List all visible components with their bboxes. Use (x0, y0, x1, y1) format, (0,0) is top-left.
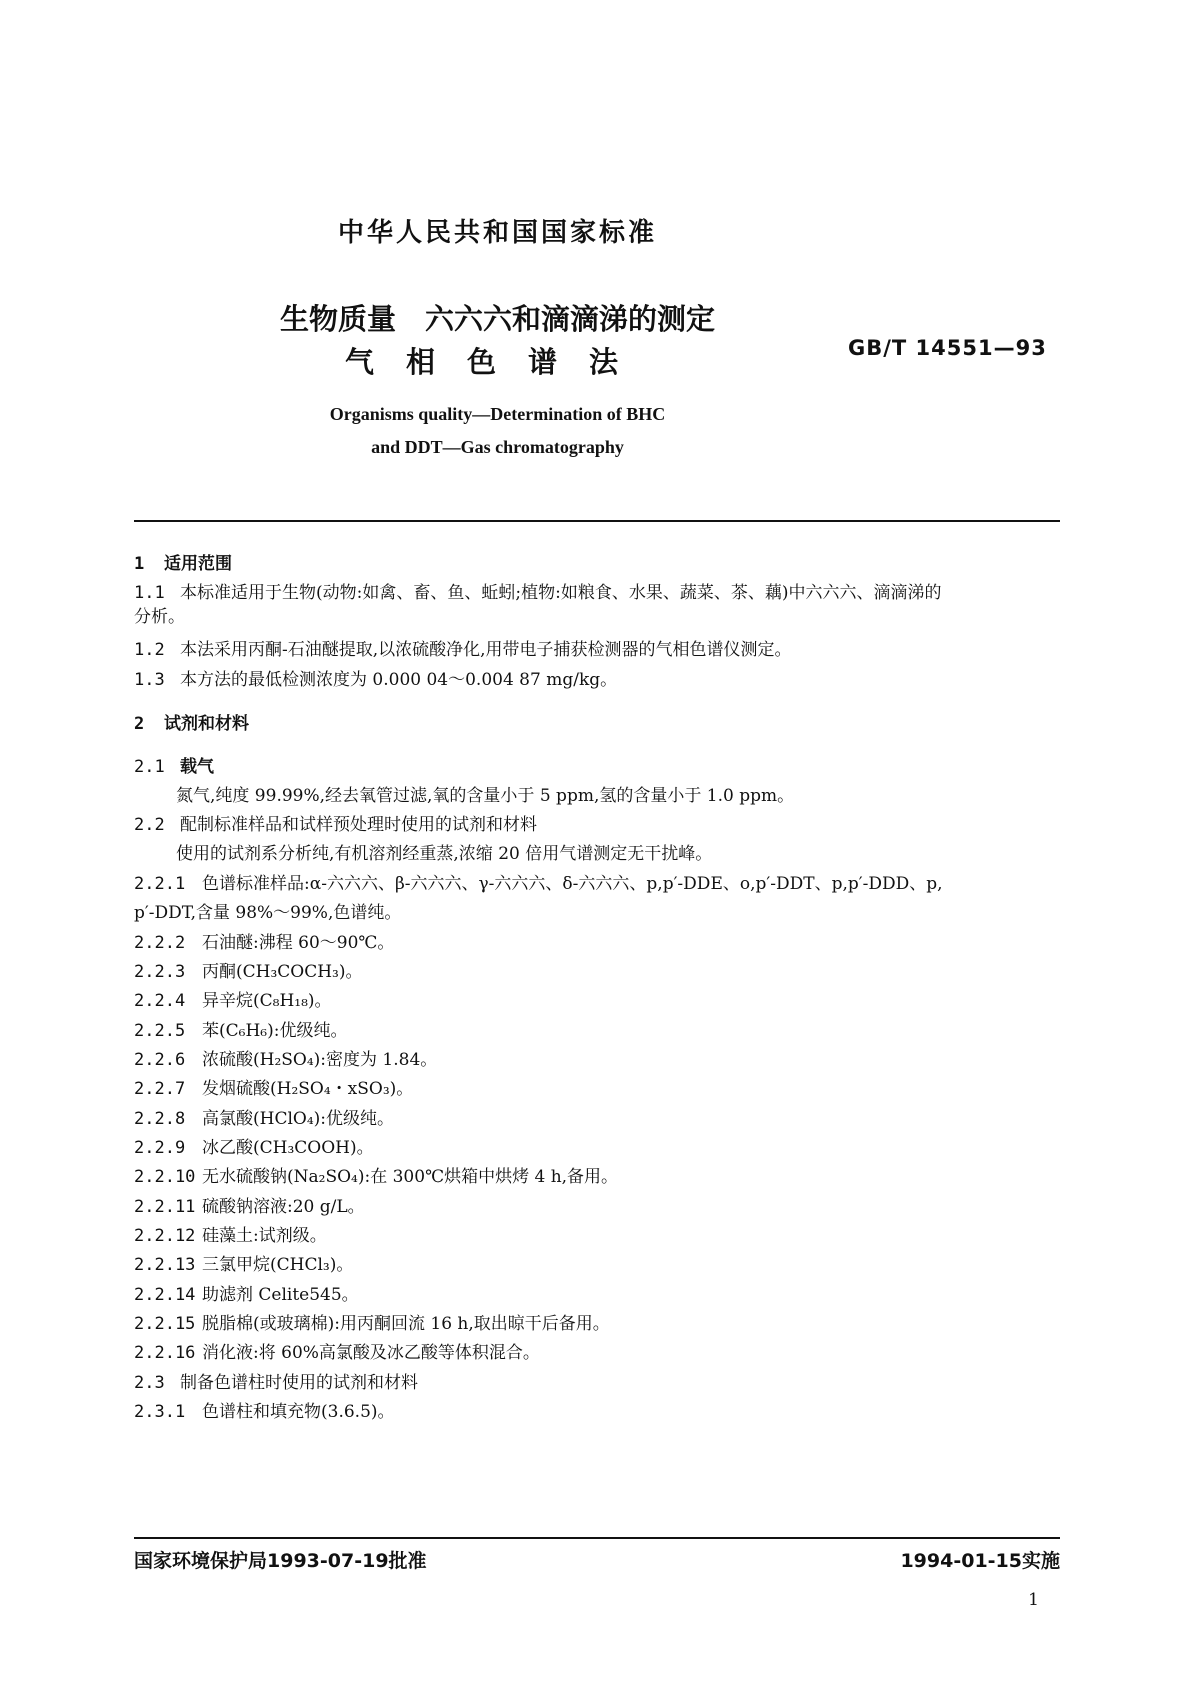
clause-number: 1.3 (134, 670, 165, 690)
text-line (134, 873, 943, 895)
clause-text: 本法采用丙酮-石油醚提取,以浓硫酸净化,用带电子捕获检测器的气相色谱仪测定。 (180, 640, 792, 660)
clause-text: 消化液:将 60%高氯酸及冰乙酸等体积混合。 (202, 1343, 540, 1363)
text-line (134, 1401, 395, 1423)
text-line (134, 669, 617, 691)
english-title-line-2: and DDT—Gas chromatography (371, 437, 624, 457)
text-line (134, 1284, 359, 1306)
text-line (134, 1342, 540, 1364)
clause-number: 2.2.12 (134, 1226, 196, 1246)
text-line (134, 606, 185, 628)
clause-number: 2.2.16 (134, 1343, 196, 1363)
clause-text: 石油醚:沸程 60～90℃。 (202, 933, 395, 953)
text-line (134, 1313, 610, 1335)
clause-number: 2.2.5 (134, 1021, 186, 1041)
text-line (134, 932, 394, 954)
clause-text: 三氯甲烷(CHCl₃)。 (202, 1255, 354, 1275)
clause-number: 2.2.3 (134, 962, 186, 982)
text-line (134, 1049, 437, 1071)
clause-number: 2.2.10 (134, 1167, 196, 1187)
clause-text: 配制标准样品和试样预处理时使用的试剂和材料 (180, 815, 537, 835)
clause-number: 1.2 (134, 640, 165, 660)
clause-text: 助滤剂 Celite545。 (202, 1285, 359, 1305)
clause-number: 2.3 (134, 1373, 165, 1393)
clause-text: 冰乙酸(CH₃COOH)。 (202, 1138, 374, 1158)
clause-text: 适用范围 (164, 554, 232, 574)
clause-text: 色谱标准样品:α-六六六、β-六六六、γ-六六六、δ-六六六、p,p′-DDE、o,p′-DDT、p,p′-DDD、p, (202, 874, 943, 894)
clause-number: 2.2.14 (134, 1285, 196, 1305)
clause-text: 苯(C₆H₆):优级纯。 (202, 1021, 348, 1041)
text-line (134, 639, 792, 661)
text-line (134, 1372, 418, 1394)
title-line-2: 气相色谱法 (344, 345, 650, 379)
clause-number: 2.2.4 (134, 991, 186, 1011)
text-line (134, 1137, 374, 1159)
text-line (134, 1108, 394, 1130)
clause-number: 2.2.15 (134, 1314, 196, 1334)
text-line (134, 814, 537, 836)
clause-number: 2.2.9 (134, 1138, 186, 1158)
clause-text: 无水硫酸钠(Na₂SO₄):在 300℃烘箱中烘烤 4 h,备用。 (202, 1167, 619, 1187)
clause-number: 2.2.13 (134, 1255, 196, 1275)
section-heading (134, 713, 249, 735)
clause-text: 使用的试剂系分析纯,有机溶剂经重蒸,浓缩 20 倍用气谱测定无干扰峰。 (176, 844, 713, 864)
standard-org: 中华人民共和国国家标准 (337, 218, 657, 248)
clause-text: 高氯酸(HClO₄):优级纯。 (202, 1109, 395, 1129)
text-line (134, 582, 941, 604)
clause-number: 2.1 (134, 757, 165, 777)
clause-text: 硅藻土:试剂级。 (202, 1226, 327, 1246)
clause-number: 2.2.8 (134, 1109, 186, 1129)
clause-number: 2.2.6 (134, 1050, 186, 1070)
clause-number: 1.1 (134, 583, 165, 603)
clause-text: 氮气,纯度 99.99%,经去氧管过滤,氧的含量小于 5 ppm,氢的含量小于 1.0 ppm。 (176, 786, 795, 806)
clause-text: 异辛烷(C₈H₁₈)。 (202, 991, 332, 1011)
text-line (176, 843, 712, 865)
clause-number: 2.2.7 (134, 1079, 186, 1099)
page-number: 1 (1028, 1590, 1039, 1610)
clause-text: 脱脂棉(或玻璃棉):用丙酮回流 16 h,取出晾干后备用。 (202, 1314, 610, 1334)
bottom-rule (134, 1537, 1060, 1539)
text-line (134, 1078, 413, 1100)
implementation-date: 1994-01-15实施 (900, 1550, 1060, 1572)
clause-text: 试剂和材料 (164, 714, 249, 734)
clause-text: 浓硫酸(H₂SO₄):密度为 1.84。 (202, 1050, 438, 1070)
clause-text: 分析。 (134, 607, 185, 627)
clause-text: 发烟硫酸(H₂SO₄・xSO₃)。 (202, 1079, 414, 1099)
clause-number: 1 (134, 554, 145, 574)
section-heading (134, 553, 232, 575)
title-line-1: 生物质量 六六六和滴滴涕的测定 (279, 302, 715, 336)
clause-text: 色谱柱和填充物(3.6.5)。 (202, 1402, 395, 1422)
clause-number: 2 (134, 714, 145, 734)
text-line (134, 1254, 353, 1276)
clause-text: 丙酮(CH₃COCH₃)。 (202, 962, 363, 982)
clause-number: 2.2.11 (134, 1197, 196, 1217)
approval-date: 国家环境保护局1993-07-19批准 (134, 1550, 427, 1572)
clause-text: 载气 (180, 757, 214, 777)
clause-number: 2.3.1 (134, 1402, 186, 1422)
text-line (134, 961, 363, 983)
text-line (134, 902, 401, 924)
clause-text: 本标准适用于生物(动物:如禽、畜、鱼、蚯蚓;植物:如粮食、水果、蔬菜、茶、藕)中六六六、滴滴涕的 (180, 583, 942, 603)
clause-number: 2.2.2 (134, 933, 186, 953)
text-line (176, 785, 794, 807)
clause-text: 制备色谱柱时使用的试剂和材料 (180, 1373, 418, 1393)
clause-number: 2.2 (134, 815, 165, 835)
english-title-line-1: Organisms quality—Determination of BHC (329, 404, 666, 424)
text-line (134, 1196, 365, 1218)
clause-text: 硫酸钠溶液:20 g/L。 (202, 1197, 365, 1217)
text-line (134, 1166, 618, 1188)
text-line (134, 1225, 327, 1247)
clause-text: 本方法的最低检测浓度为 0.000 04～0.004 87 mg/kg。 (180, 670, 618, 690)
top-rule (134, 520, 1060, 522)
text-line (134, 1020, 347, 1042)
text-line (134, 990, 332, 1012)
clause-number: 2.2.1 (134, 874, 186, 894)
clause-text: p′-DDT,含量 98%～99%,色谱纯。 (134, 903, 402, 923)
standard-code: GB/T 14551—93 (848, 336, 1047, 360)
text-line (134, 756, 214, 778)
